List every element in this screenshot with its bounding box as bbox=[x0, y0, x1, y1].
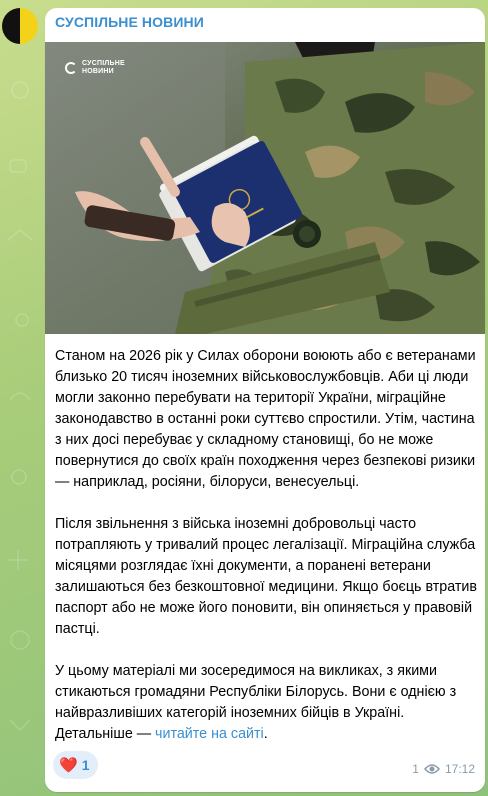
paragraph-3 bbox=[55, 661, 479, 745]
eye-icon bbox=[424, 763, 440, 775]
message-photo[interactable] bbox=[45, 42, 485, 334]
channel-name[interactable]: СУСПІЛЬНЕ НОВИНИ bbox=[55, 14, 204, 30]
paragraph-1: Станом на 2026 рік у Силах оборони воюють або є ветеранами близько 20 тисяч іноземних військовослужбовців. Аби ці люди могли законно перебувати на території України, міграційне законодавство в останні роки суттєво спростили. Утім, частина з них досі перебуває у складному становищі, бо не може повернутися до своїх країн походження через безпекові ризики — наприклад, росіяни, білоруси, венесуельці. bbox=[55, 348, 476, 490]
photo-illustration bbox=[45, 42, 485, 334]
more-suffix: . bbox=[263, 726, 268, 742]
more-prefix: Детальніше — bbox=[55, 726, 156, 742]
channel-avatar[interactable] bbox=[2, 8, 38, 44]
view-count: 1 bbox=[412, 762, 419, 776]
logo-line1: СУСПІЛЬНЕ bbox=[82, 60, 125, 67]
message-meta bbox=[412, 762, 475, 776]
reaction-count: 1 bbox=[81, 757, 90, 773]
logo-line2: НОВИНИ bbox=[82, 68, 114, 75]
paragraph-3-text: У цьому матеріалі ми зосередимося на викликах, з якими стикаються громадяни Республіки Білорусь. Вони є однією з найвразливіших категорій іноземних бійців в Україні. bbox=[55, 663, 457, 721]
suspilne-logo bbox=[65, 60, 125, 76]
message-time: 17:12 bbox=[444, 762, 475, 776]
message-text bbox=[55, 346, 479, 745]
heart-icon: ❤️ bbox=[59, 757, 78, 774]
message-bubble bbox=[45, 8, 485, 792]
heart-reaction[interactable] bbox=[53, 751, 98, 779]
read-on-site-link[interactable]: читайте на сайті bbox=[155, 726, 264, 742]
paragraph-2: Після звільнення з війська іноземні добровольці часто потрапляють у тривалий процес легалізації. Міграційна служба місяцями розглядає їхні документи, а поранені ветерани залишаються без безкоштовної медицини. Якщо боєць втратив паспорт або не може його поновити, він опиняється у правовій пастці. bbox=[55, 516, 477, 637]
suspilne-logo-icon bbox=[65, 62, 77, 74]
